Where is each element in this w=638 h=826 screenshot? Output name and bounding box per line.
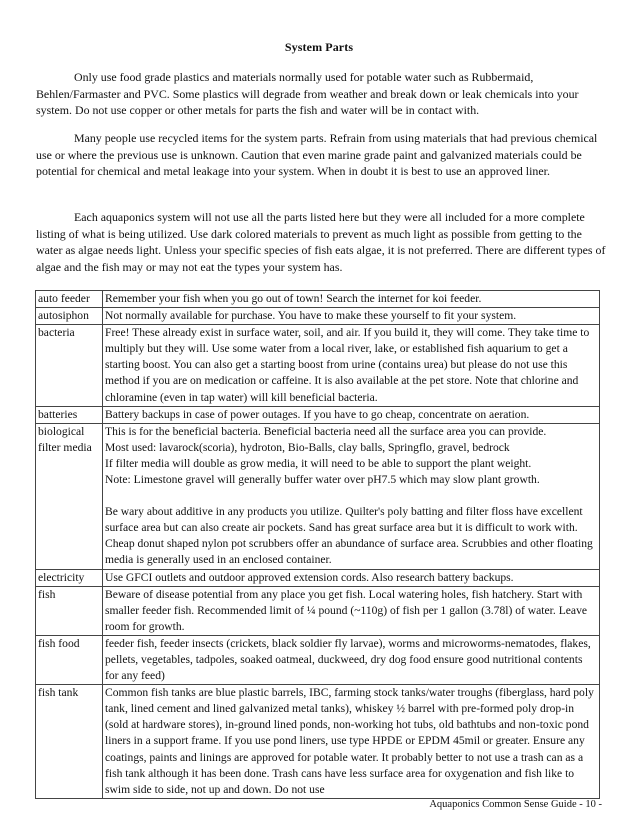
table-row — [36, 325, 600, 406]
description-line: Be wary about additive in any products you utilize. Quilter's poly batting and filter floss have excellent surface area but can also create air pockets. Sand has great surface area but it is difficult to work with. Cheap donut shaped nylon pot scrubbers offer an abundance of surface area. Scrubbies and other floating media is generally used in an enclosed container. — [105, 505, 593, 567]
paragraph-system-variation: Each aquaponics system will not use all the parts listed here but they were all included for a more complete listing of what is being utilized. Use dark colored materials to prevent as much light as possible from getting to the water as algae needs light. Unless your specific species of fish eats algae, it is not preferred. There are different types of algae and the fish may or may not eat the types your system has. — [36, 210, 606, 274]
system-parts-table — [35, 290, 600, 799]
table-row — [36, 423, 600, 569]
row-description: Battery backups in case of power outages. If you have to go cheap, concentrate on aeration. — [103, 406, 600, 423]
row-description — [103, 423, 600, 569]
table-row — [36, 291, 600, 308]
row-term: fish food — [36, 635, 103, 684]
table-row — [36, 308, 600, 325]
table-row — [36, 586, 600, 635]
table-row — [36, 685, 600, 799]
row-term: batteries — [36, 406, 103, 423]
row-term: biological filter media — [36, 423, 103, 569]
spacer — [105, 488, 596, 504]
paragraph-recycled-items: Many people use recycled items for the system parts. Refrain from using materials that had previous chemical use or where the previous use is unknown. Caution that even marine grade paint and galvanized materials could be potential for chemical and metal leakage into your system. When in doubt it is best to use an approved liner. — [36, 131, 598, 179]
description-line: If filter media will double as grow media, it will need to be able to support the plant weight. — [105, 456, 532, 470]
row-description: Free! These already exist in surface water, soil, and air. If you build it, they will come. They take time to multiply but they will. Use some water from a local river, lake, or established fish aquarium to get a starting boost. You can also get a starting boost from urine (contains urea) but please do not use this method if you are on medication or caffeine. It is also available at the pet store. Note that chlorine and chloramine (even in tap water) will kill beneficial bacteria. — [103, 325, 600, 406]
row-term: fish — [36, 586, 103, 635]
description-line: Most used: lavarock(scoria), hydroton, Bio-Balls, clay balls, Springflo, gravel, bedrock — [105, 440, 510, 454]
row-description: Beware of disease potential from any place you get fish. Local watering holes, fish hatchery. Start with smaller feeder fish. Recommended limit of ¼ pound (~110g) of fish per 1 gallon (3.78l) of water. Leave room for growth. — [103, 586, 600, 635]
row-description: Common fish tanks are blue plastic barrels, IBC, farming stock tanks/water troughs (fiberglass, hard poly tank, lined cement and lined galvanized metal tanks), whiskey ½ barrel with pre-formed poly drop-in (sold at hardware stores), in-ground lined ponds, non-working hot tubs, old bathtubs and non-toxic pond liners in a support frame. If you use pond liners, use type HPDE or EPDM 45mil or greater. Ensure any coatings, paints and linings are approved for potable water. It probably better to not use a trash can as a fish tank although it has been done. Trash cans have less surface area for oxygenation and fish like to swim side to side, not up and down. Do not use — [103, 685, 600, 799]
description-line: This is for the beneficial bacteria. Beneficial bacteria need all the surface area you can provide. — [105, 424, 547, 438]
row-term: auto feeder — [36, 291, 103, 308]
paragraph-food-grade: Only use food grade plastics and materials normally used for potable water such as Rubbermaid, Behlen/Farmaster and PVC. Some plastics will degrade from weather and break down or leak chemicals into your system. Do not use copper or other metals for parts the fish and water will be in contact with. — [36, 70, 579, 118]
page-footer: Aquaponics Common Sense Guide - 10 - — [429, 799, 602, 810]
row-description: Use GFCI outlets and outdoor approved extension cords. Also research battery backups. — [103, 569, 600, 586]
row-term: electricity — [36, 569, 103, 586]
row-description: Not normally available for purchase. You have to make these yourself to fit your system. — [103, 308, 600, 325]
row-term: fish tank — [36, 685, 103, 799]
table-row — [36, 635, 600, 684]
description-line: Note: Limestone gravel will generally buffer water over pH7.5 which may slow plant growth. — [105, 473, 540, 487]
row-term: bacteria — [36, 325, 103, 406]
page-title: System Parts — [284, 40, 354, 54]
table-row — [36, 406, 600, 423]
table-row — [36, 569, 600, 586]
row-term: autosiphon — [36, 308, 103, 325]
row-description: Remember your fish when you go out of town! Search the internet for koi feeder. — [103, 291, 600, 308]
row-description: feeder fish, feeder insects (crickets, black soldier fly larvae), worms and microworms-nematodes, flakes, pellets, vegetables, tadpoles, soaked oatmeal, duckweed, dry dog food ensure good nutritional contents for any feed) — [103, 635, 600, 684]
